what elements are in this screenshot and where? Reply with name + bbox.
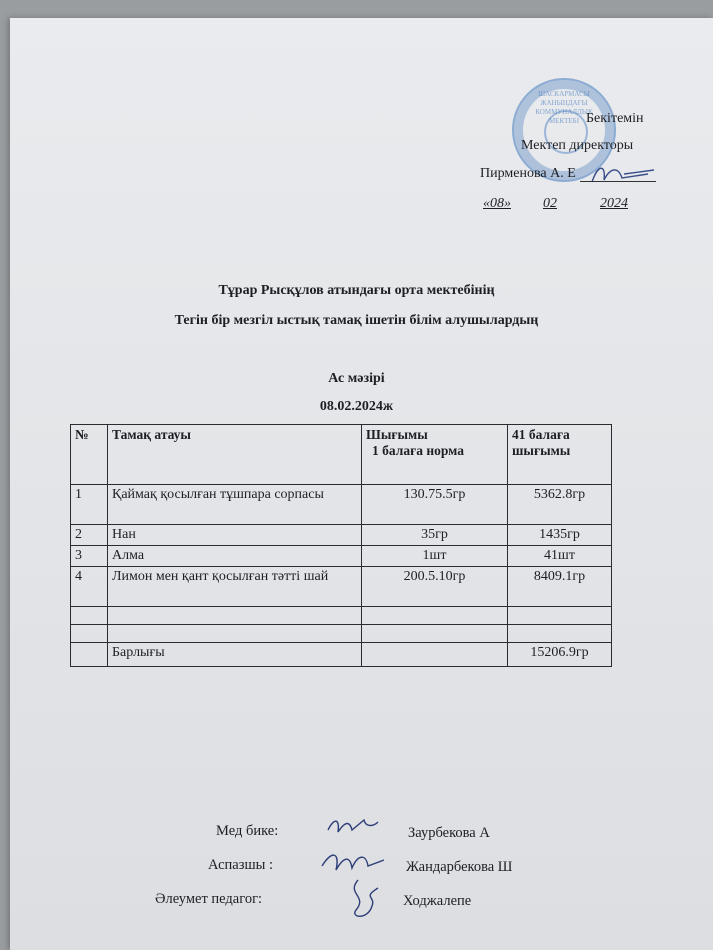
table-row (71, 546, 612, 567)
cook-signature (318, 846, 388, 880)
signature-name-nurse: Заурбекова А (408, 825, 490, 841)
header-number: № (71, 425, 108, 485)
table-row (71, 525, 612, 546)
table-row-empty (71, 607, 612, 625)
row-total: 41шт (508, 546, 612, 567)
signature-role-nurse: Мед бике: (216, 823, 279, 839)
header-dish-name: Тамақ атауы (108, 425, 362, 485)
menu-date: 08.02.2024ж (319, 399, 394, 414)
header-norm-line1: Шығымы (366, 427, 428, 442)
row-number: 4 (71, 567, 108, 607)
row-total: 5362.8гр (508, 485, 612, 525)
signature-name-cook: Жандарбекова Ш (406, 859, 513, 875)
director-signature (588, 160, 658, 190)
row-number: 3 (71, 546, 108, 567)
menu-table (70, 424, 612, 667)
students-title: Тегін бір мезгіл ыстық тамақ ішетін білім алушылардың (174, 313, 539, 328)
row-dish-name: Алма (108, 546, 362, 567)
row-norm: 1шт (362, 546, 508, 567)
approver-position: Мектеп директоры (521, 138, 634, 153)
approve-word: Бекітемін (586, 111, 644, 126)
total-value: 15206.9гр (508, 643, 612, 667)
stamp-text: ШАСКАРМАСЫ ЖАНЫНДАҒЫ КОММУНАЛДЫҚ МЕКТЕБІ (535, 90, 593, 125)
row-dish-name: Лимон мен қант қосылған тәтті шай (108, 567, 362, 607)
table-row-empty (71, 625, 612, 643)
row-dish-name: Қаймақ қосылған тұшпара сорпасы (108, 485, 362, 525)
row-norm: 200.5.10гр (362, 567, 508, 607)
row-number: 1 (71, 485, 108, 525)
header-total-line2: шығымы (512, 443, 571, 458)
nurse-signature (322, 812, 382, 842)
signature-role-cook: Аспазшы : (208, 857, 274, 873)
header-norm-line2: 1 балаға норма (372, 443, 465, 458)
table-row (71, 567, 612, 607)
pedagogue-signature (338, 876, 388, 924)
row-norm: 130.75.5гр (362, 485, 508, 525)
table-row (71, 485, 612, 525)
row-number: 2 (71, 525, 108, 546)
signature-line (580, 181, 656, 182)
table-total-row (71, 643, 612, 667)
row-total: 1435гр (508, 525, 612, 546)
row-total: 8409.1гр (508, 567, 612, 607)
table-header-row (71, 425, 612, 485)
menu-title: Ас мәзірі (328, 371, 385, 386)
row-dish-name: Нан (108, 525, 362, 546)
approval-day: «08» (483, 196, 511, 211)
approval-year: 2024 (600, 196, 628, 211)
total-label: Барлығы (108, 643, 362, 667)
header-total-line1: 41 балаға (512, 427, 570, 442)
director-name: Пирменова А. Е (480, 166, 576, 181)
school-title: Тұрар Рысқұлов атындағы орта мектебінің (218, 283, 495, 298)
header-norm (362, 425, 508, 485)
header-total (508, 425, 612, 485)
signature-role-pedagogue: Әлеумет педагог: (155, 891, 263, 907)
row-norm: 35гр (362, 525, 508, 546)
approval-month: 02 (543, 196, 557, 211)
signature-name-pedagogue: Ходжалепе (403, 893, 472, 909)
